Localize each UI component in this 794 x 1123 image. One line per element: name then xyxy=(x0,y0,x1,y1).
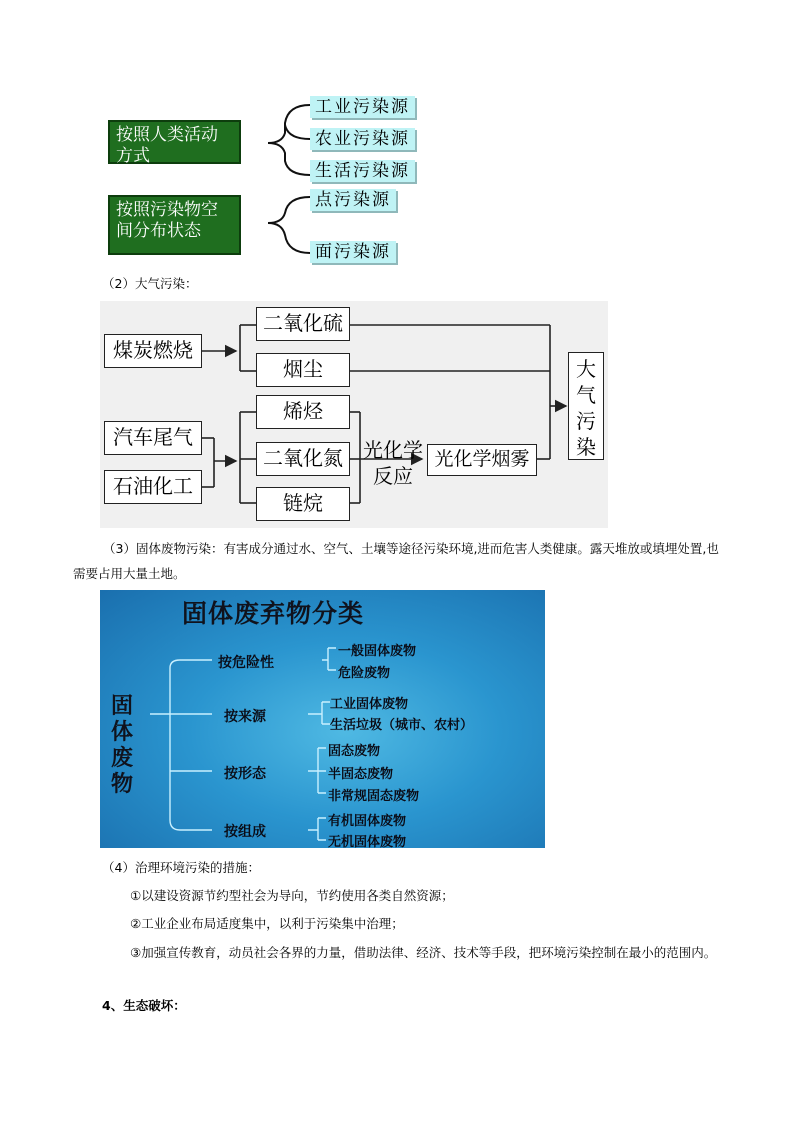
group-source-label: 按来源 xyxy=(224,709,266,725)
group1-label: 按照人类活动方式 xyxy=(108,120,241,164)
solid-waste-paragraph: （3）固体废物污染：有害成分通过水、空气、土壤等途径污染环境,进而危害人类健康。露天堆放或填埋处置,也需要占用大量土地。 xyxy=(73,541,719,581)
photochemical-smog-box: 光化学烟雾 xyxy=(427,444,537,476)
solid-waste-title: 固体废弃物分类 xyxy=(182,599,365,628)
measure-item-3: ③加强宣传教育，动员社会各界的力量，借助法律、经济、技术等手段，把环境污染控制在最小的范围内。 xyxy=(130,945,717,960)
item-inorganic-solid-waste: 无机固体废物 xyxy=(328,835,407,850)
brace-lines xyxy=(240,95,320,265)
measures-heading: （4）治理环境污染的措施： xyxy=(102,860,260,875)
no2-box: 二氧化氮 xyxy=(256,442,350,476)
petrochemical-box: 石油化工 xyxy=(104,470,202,504)
alkane-box: 链烷 xyxy=(256,487,350,521)
item-unconventional-waste: 非常规固态废物 xyxy=(328,789,420,804)
air-pollution-result-box: 大气污染 xyxy=(568,352,604,460)
coal-burning-box: 煤炭燃烧 xyxy=(104,334,202,368)
solid-waste-lines xyxy=(100,590,545,848)
item-hazardous-waste: 危险废物 xyxy=(338,666,391,681)
item-organic-solid-waste: 有机固体废物 xyxy=(328,814,407,829)
item-solid-state-waste: 固态废物 xyxy=(328,744,381,759)
measure-item-1: ①以建设资源节约型社会为导向，节约使用各类自然资源； xyxy=(130,888,454,903)
solid-waste-root: 固体废物 xyxy=(111,694,134,797)
photochemical-reaction-label: 光化学反应 xyxy=(363,438,423,488)
olefin-box: 烯烃 xyxy=(256,395,350,429)
item-general-solid-waste: 一般固体废物 xyxy=(338,644,417,659)
group-composition-label: 按组成 xyxy=(224,824,266,840)
so2-box: 二氧化硫 xyxy=(256,307,350,341)
measure-item-2: ②工业企业布局适度集中，以利于污染集中治理； xyxy=(130,916,404,931)
air-pollution-heading: （2）大气污染： xyxy=(102,276,198,291)
source-living: 生活污染源 xyxy=(310,160,415,182)
group2-label: 按照污染物空间分布状态 xyxy=(108,195,241,255)
source-point: 点污染源 xyxy=(310,189,396,211)
item-industrial-solid-waste: 工业固体废物 xyxy=(330,697,409,712)
group-hazard-label: 按危险性 xyxy=(218,655,274,671)
car-exhaust-box: 汽车尾气 xyxy=(104,421,202,455)
group-form-label: 按形态 xyxy=(224,766,266,782)
air-pollution-diagram xyxy=(100,301,608,528)
item-domestic-garbage: 生活垃圾（城市、农村） xyxy=(330,718,474,733)
section-4-heading: 4、生态破坏： xyxy=(102,998,186,1013)
source-industry: 工业污染源 xyxy=(310,96,415,118)
dust-box: 烟尘 xyxy=(256,353,350,387)
source-agriculture: 农业污染源 xyxy=(310,128,415,150)
solid-waste-diagram xyxy=(100,590,545,848)
item-semi-solid-waste: 半固态废物 xyxy=(328,767,394,782)
source-area: 面污染源 xyxy=(310,241,396,263)
